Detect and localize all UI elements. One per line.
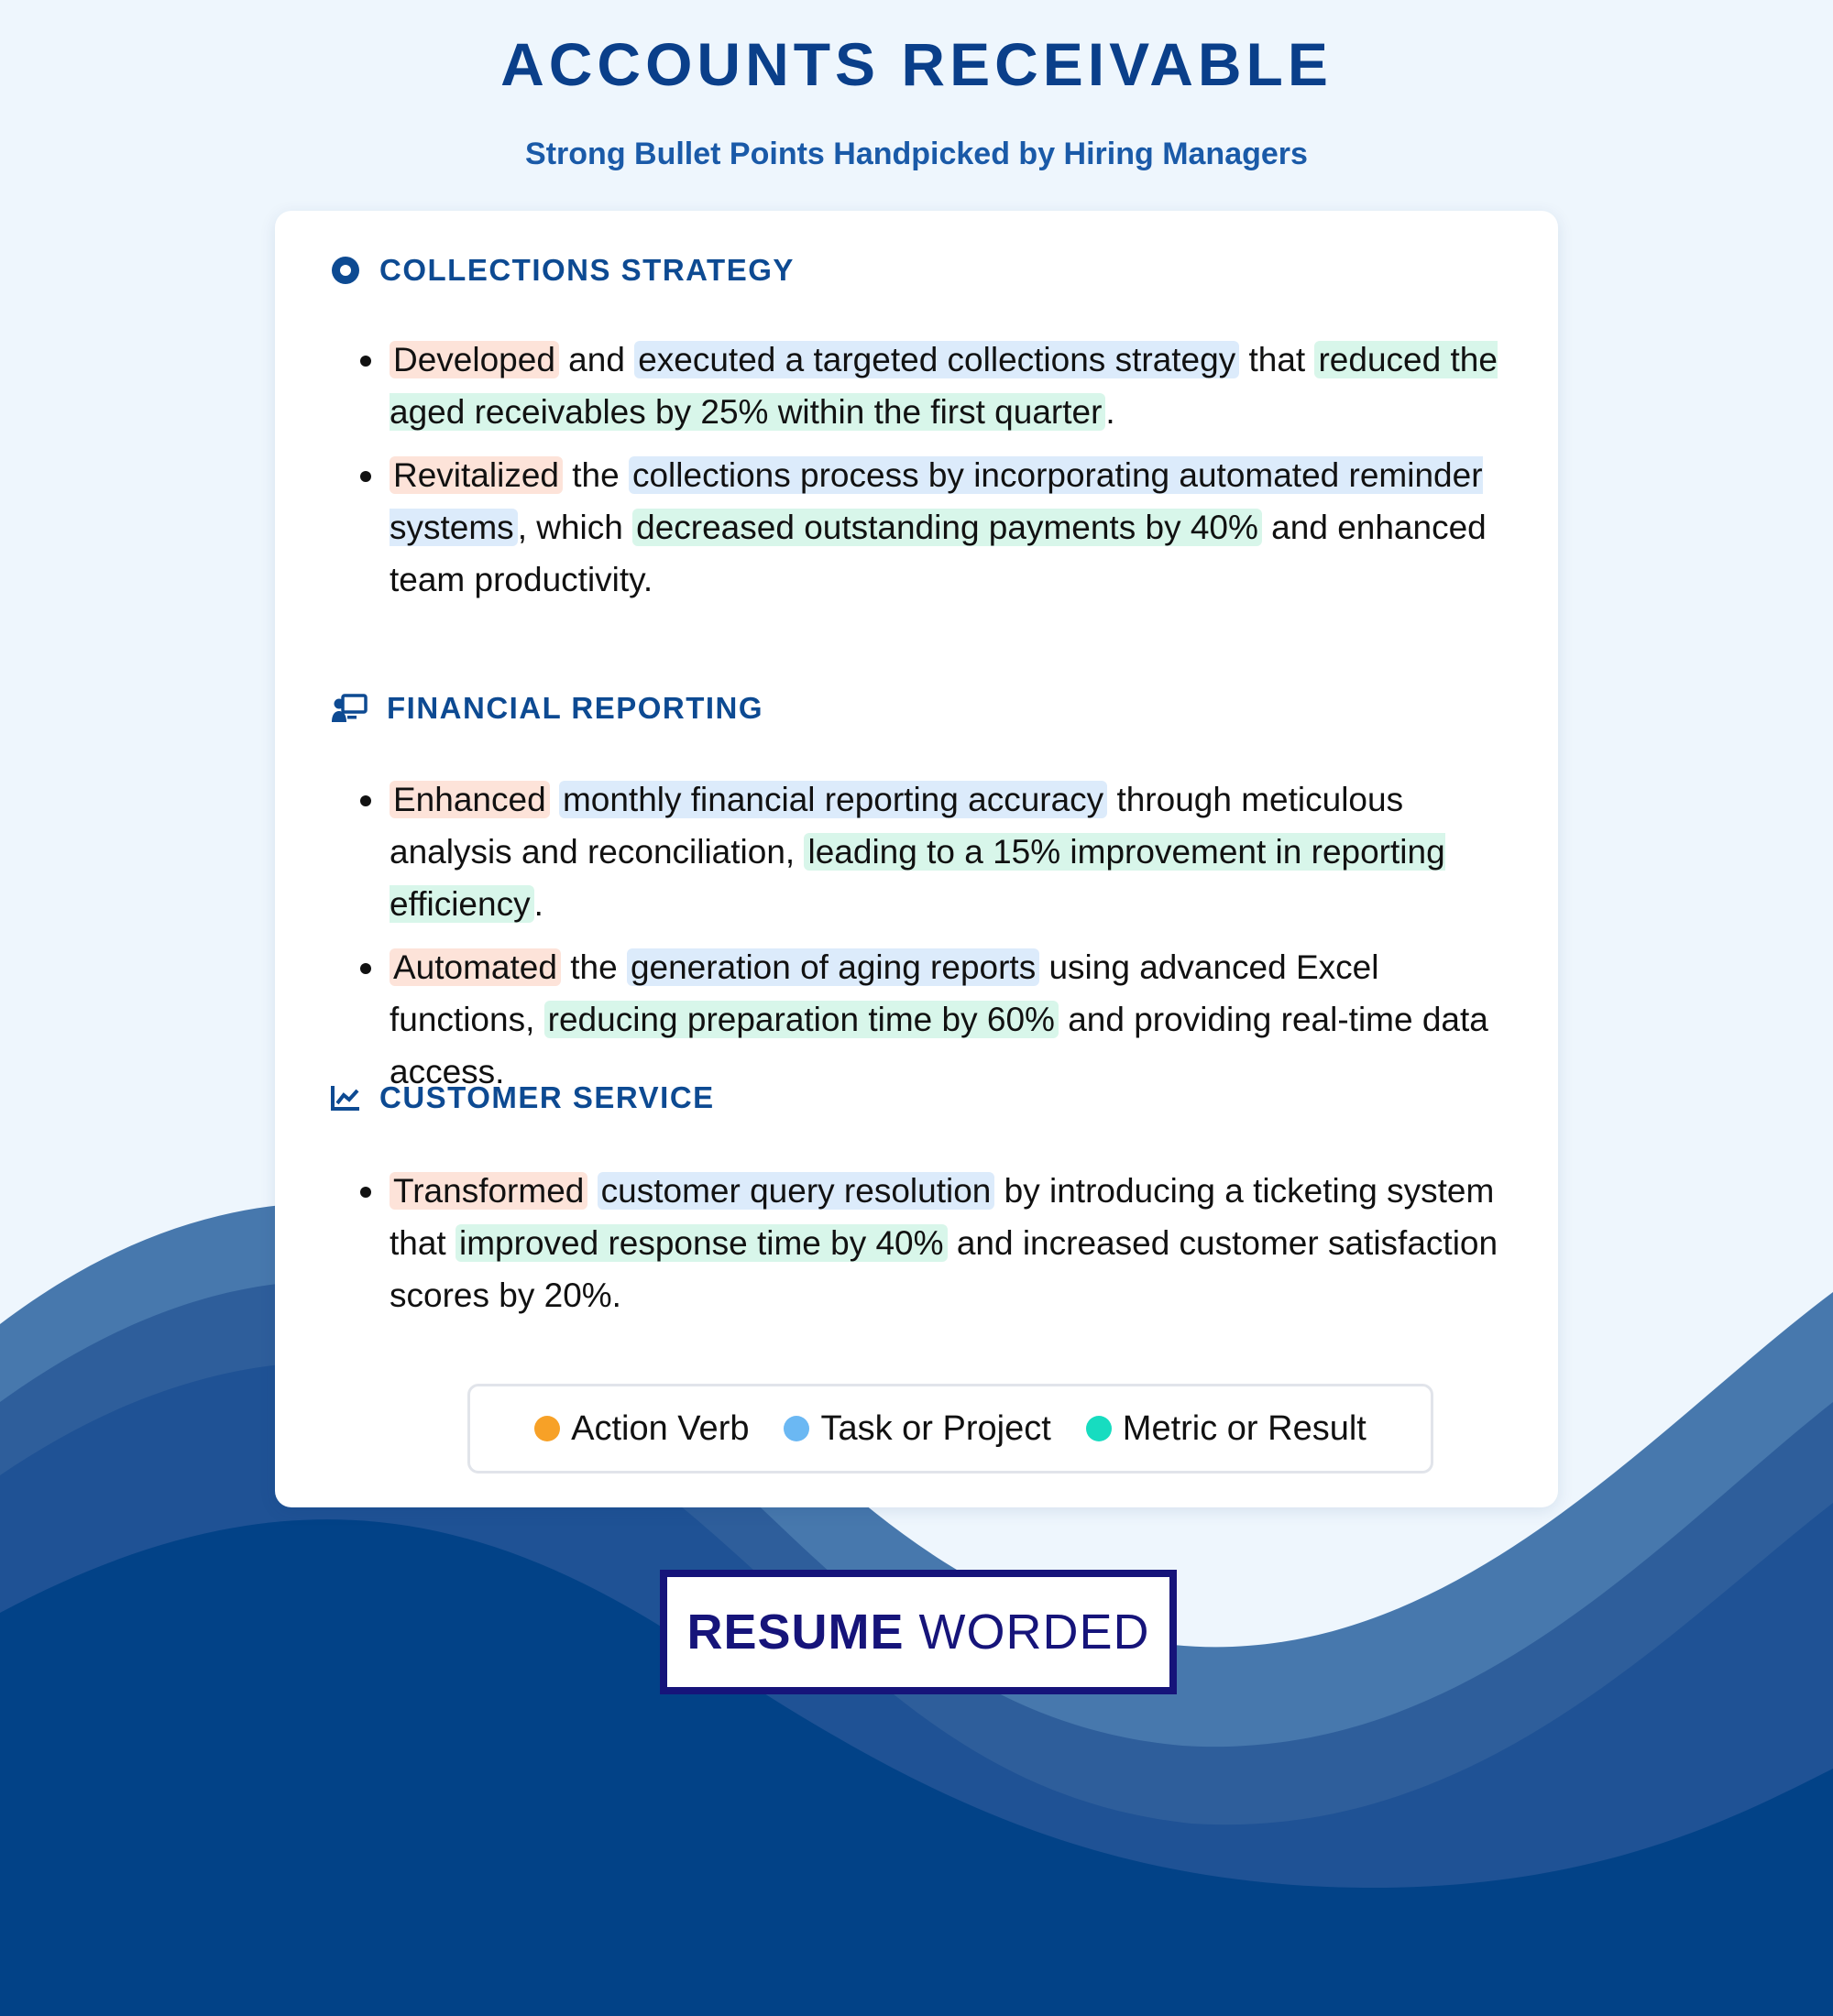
legend-label: Task or Project xyxy=(820,1408,1051,1448)
logo-light-text: WORDED xyxy=(918,1605,1150,1660)
logo-bold-text: RESUME xyxy=(686,1605,905,1660)
task-highlight: monthly financial reporting accuracy xyxy=(559,781,1107,818)
task-highlight: generation of aging reports xyxy=(627,948,1039,986)
teal-dot-icon xyxy=(1086,1416,1112,1441)
action-highlight: Automated xyxy=(390,948,561,986)
bullet-text: the xyxy=(560,948,627,986)
section-title: FINANCIAL REPORTING xyxy=(387,691,764,725)
metric-highlight: decreased outstanding payments by 40% xyxy=(632,509,1262,546)
target-circle-icon xyxy=(330,255,361,286)
section-header xyxy=(330,1075,1521,1121)
bullet-text: through meticulous analysis and reconciliation, xyxy=(390,781,1404,871)
presentation-user-icon xyxy=(330,693,368,724)
section-financial-reporting xyxy=(330,685,1521,1109)
bullet-text: that xyxy=(1239,341,1315,378)
legend-label: Metric or Result xyxy=(1122,1408,1367,1448)
task-highlight: customer query resolution xyxy=(598,1172,995,1210)
bullet-text xyxy=(587,1172,597,1210)
bullet-text: and xyxy=(558,341,635,378)
metric-highlight: improved response time by 40% xyxy=(456,1224,948,1262)
metric-highlight: leading to a 15% improvement in reporting efficiency xyxy=(390,833,1445,923)
bullet-text: and enhanced team productivity. xyxy=(390,509,1487,598)
orange-dot-icon xyxy=(534,1416,560,1441)
bullet-list xyxy=(330,334,1521,606)
legend-label: Action Verb xyxy=(571,1408,750,1448)
bullet-text: , which xyxy=(517,509,633,546)
line-chart-icon xyxy=(330,1082,361,1113)
page-subtitle: Strong Bullet Points Handpicked by Hiring Managers xyxy=(525,137,1308,171)
section-collections-strategy xyxy=(330,247,1521,617)
page-title: ACCOUNTS RECEIVABLE xyxy=(500,30,1333,98)
blue-dot-icon xyxy=(784,1416,809,1441)
bullet-item xyxy=(330,773,1521,930)
bullet-text: using advanced Excel functions, xyxy=(390,948,1379,1038)
action-highlight: Developed xyxy=(390,341,559,378)
section-title: COLLECTIONS STRATEGY xyxy=(379,253,795,287)
bullet-text: by introducing a ticketing system that xyxy=(390,1172,1495,1262)
action-highlight: Revitalized xyxy=(390,456,563,494)
page-header xyxy=(0,27,1833,172)
bullet-item xyxy=(330,449,1521,606)
task-highlight: executed a targeted collections strategy xyxy=(634,341,1239,378)
bullet-text: and providing real-time data access. xyxy=(390,1001,1488,1090)
resume-worded-logo xyxy=(660,1570,1177,1694)
metric-highlight: reducing preparation time by 60% xyxy=(544,1001,1059,1038)
bullet-list xyxy=(330,773,1521,1098)
section-customer-service xyxy=(330,1075,1521,1332)
metric-highlight: reduced the aged receivables by 25% within the first quarter xyxy=(390,341,1498,431)
bullet-points-card xyxy=(275,211,1558,1507)
legend-item-action-verb xyxy=(534,1409,749,1449)
legend-item-task-or-project xyxy=(784,1409,1050,1449)
bullet-text xyxy=(550,781,559,818)
section-header xyxy=(330,247,1521,293)
section-header xyxy=(330,685,1521,731)
action-highlight: Transformed xyxy=(390,1172,587,1210)
task-highlight: collections process by incorporating automated reminder systems xyxy=(390,456,1483,546)
bullet-list xyxy=(330,1165,1521,1321)
highlight-legend xyxy=(467,1384,1433,1474)
bullet-text: . xyxy=(1105,393,1115,431)
legend-item-metric-or-result xyxy=(1086,1409,1367,1449)
action-highlight: Enhanced xyxy=(390,781,550,818)
bullet-item xyxy=(330,1165,1521,1321)
bullet-text: and increased customer satisfaction scores by 20%. xyxy=(390,1224,1498,1314)
bullet-item xyxy=(330,334,1521,438)
section-title: CUSTOMER SERVICE xyxy=(379,1080,715,1114)
bullet-text: the xyxy=(562,456,629,494)
bullet-text: . xyxy=(533,885,543,923)
